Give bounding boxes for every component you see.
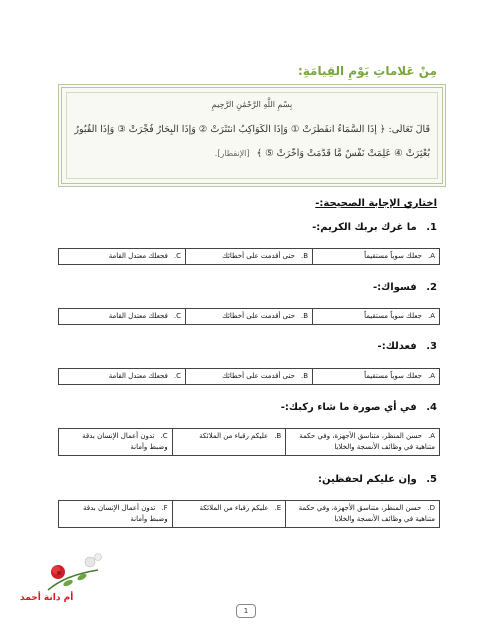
verse-line-1: قَالَ تَعَالَى: ﴿ إِذَا السَّمَاءُ انفَطَرَتْ ① وَإِذَا الْكَوَاكِبُ انتَثَرَتْ ② وَإِذَا الْبِحَارُ فُجِّرَتْ ③ وَإِذَا الْقُبُورُ	[74, 124, 430, 135]
page-title: مِنْ عَلاماتِ يَوْمِ القِيامَةِ:	[297, 64, 437, 78]
options-table-5	[58, 500, 440, 528]
rose-icon	[38, 550, 108, 595]
verse-line-2-text: بُعْثِرَتْ ④ عَلِمَتْ نَفْسٌ مَّا قَدَّمَتْ وَأَخَّرَتْ ⑤ ﴾	[256, 148, 430, 159]
instructions-heading: اختاري الإجابة الصحيحة:-	[315, 198, 437, 209]
option-d[interactable]: D.حسن المنظر، متناسق الأجهزة، وفي حكمة متناهية في وظائف الأنسجة والخلايا	[286, 501, 440, 528]
page-number: 1	[236, 604, 256, 618]
question-text: فسواك:-	[372, 282, 417, 293]
question-2	[373, 282, 437, 293]
verse-reference: [الإنفطار].	[214, 149, 250, 158]
option-b[interactable]: B.حتى أقدمت على أخطائك	[186, 249, 313, 265]
question-3	[378, 341, 437, 352]
option-a[interactable]: A.جعلك سوياً مستقيماً	[313, 369, 440, 385]
options-table-3	[58, 368, 440, 385]
question-number: 4.	[426, 402, 437, 413]
option-b[interactable]: B.حتى أقدمت على أخطائك	[186, 369, 313, 385]
question-number: 2.	[426, 282, 437, 293]
option-e[interactable]: E.عليكم رقباء من الملائكة	[172, 501, 286, 528]
options-table-2	[58, 308, 440, 325]
question-text: ما غرك بربك الكريم:-	[312, 222, 417, 233]
author-signature: أم دانة أحمد	[20, 593, 74, 603]
option-f[interactable]: F.تدون أعمال الإنسان بدقة وضبط وأمانة	[59, 501, 173, 528]
question-number: 3.	[426, 341, 437, 352]
question-1	[312, 222, 437, 233]
option-a[interactable]: A.حسن المنظر، متناسق الأجهزة، وفي حكمة متناهية في وظائف الأنسجة والخلايا	[286, 429, 440, 456]
option-c[interactable]: C.فجعلك معتدل القامة	[59, 249, 186, 265]
question-number: 1.	[426, 222, 437, 233]
option-c[interactable]: C.تدون أعمال الإنسان بدقة وضبط وأمانة	[59, 429, 173, 456]
basmala: بِسْمِ اللَّهِ الرَّحْمَٰنِ الرَّحِيمِ	[211, 100, 293, 109]
verse-line-2	[74, 148, 430, 159]
question-text: فعدلك:-	[377, 341, 417, 352]
question-5	[318, 474, 437, 485]
option-b[interactable]: B.عليكم رقباء من الملائكة	[172, 429, 286, 456]
options-table-4	[58, 428, 440, 456]
option-a[interactable]: A.جعلك سوياً مستقيماً	[313, 309, 440, 325]
options-table-1	[58, 248, 440, 265]
question-text: وإن عليكم لحفظين:	[317, 474, 417, 485]
option-c[interactable]: C.فجعلك معتدل القامة	[59, 369, 186, 385]
option-a[interactable]: A.جعلك سوياً مستقيماً	[313, 249, 440, 265]
option-c[interactable]: C.فجعلك معتدل القامة	[59, 309, 186, 325]
question-text: في أي صورة ما شاء ركبك:-	[280, 402, 417, 413]
question-4	[281, 402, 437, 413]
question-number: 5.	[426, 474, 437, 485]
option-b[interactable]: B.حتى أقدمت على أخطائك	[186, 309, 313, 325]
verse-box	[58, 84, 446, 187]
